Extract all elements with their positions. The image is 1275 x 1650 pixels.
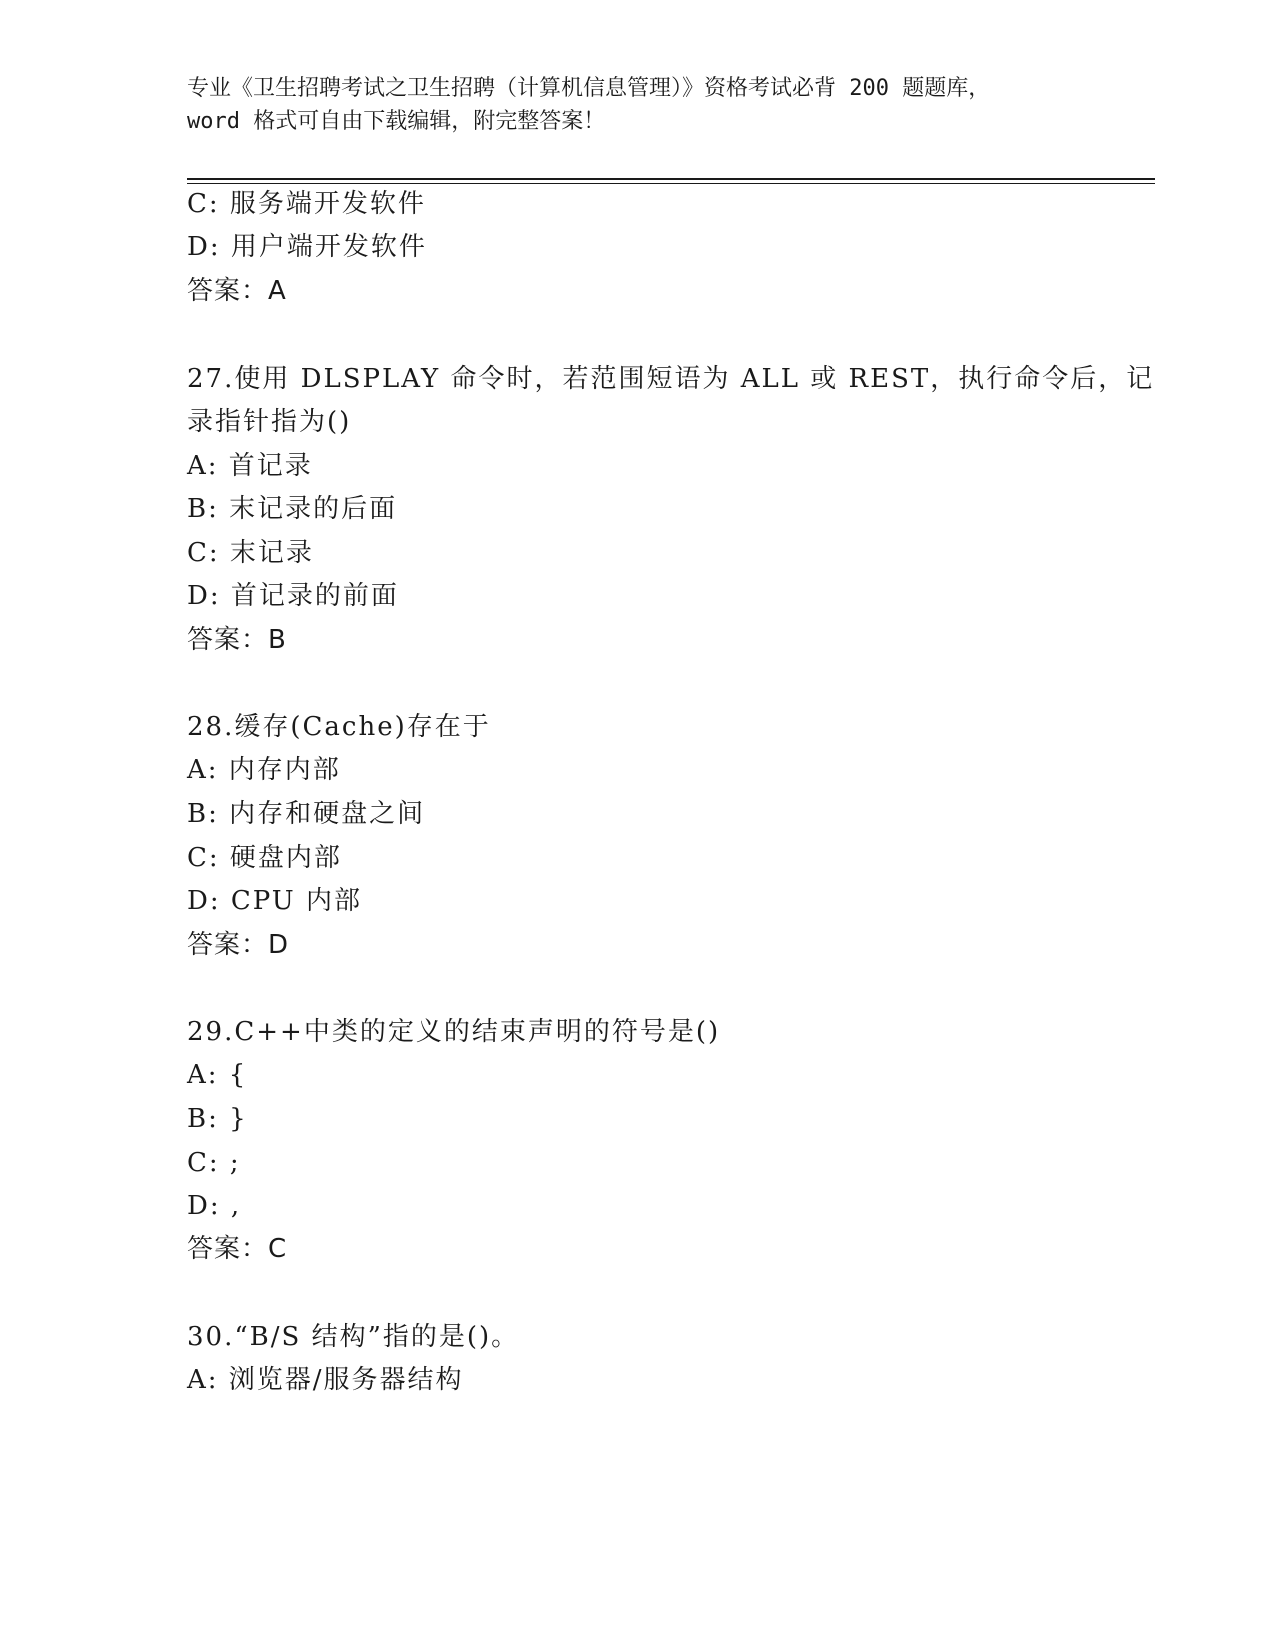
q29-option-d: D: , xyxy=(187,1191,242,1221)
q30-option-a: A: 浏览器/服务器结构 xyxy=(187,1365,464,1395)
q27-option-a: A: 首记录 xyxy=(187,451,313,481)
q28-answer: 答案：D xyxy=(187,930,290,960)
q28-stem: 28.缓存(Cache)存在于 xyxy=(187,712,491,742)
document-header xyxy=(187,72,1087,138)
q29-answer: 答案：C xyxy=(187,1234,288,1264)
q27-option-b: B: 末记录的后面 xyxy=(187,494,398,524)
prev-question-option-c: C: 服务端开发软件 xyxy=(187,189,426,219)
prev-question-option-d: D: 用户端开发软件 xyxy=(187,232,427,262)
q28-option-d: D: CPU 内部 xyxy=(187,886,362,916)
q28-option-c: C: 硬盘内部 xyxy=(187,843,342,873)
header-title-line-1: 专业《卫生招聘考试之卫生招聘（计算机信息管理）》资格考试必背 200 题题库， xyxy=(187,76,991,101)
q28-option-b: B: 内存和硬盘之间 xyxy=(187,799,426,829)
q27-option-c: C: 末记录 xyxy=(187,538,314,568)
header-title-line-2: word 格式可自由下载编辑，附完整答案！ xyxy=(187,109,606,134)
prev-question-answer: 答案：A xyxy=(187,276,287,306)
q27-stem-line-2: 录指针指为() xyxy=(187,407,352,437)
q29-stem: 29.C++中类的定义的结束声明的符号是() xyxy=(187,1017,721,1047)
q29-option-a: A: { xyxy=(187,1060,248,1090)
header-divider-thick xyxy=(187,178,1155,180)
q28-option-a: A: 内存内部 xyxy=(187,755,341,785)
header-divider-thin xyxy=(187,183,1155,184)
q27-option-d: D: 首记录的前面 xyxy=(187,581,399,611)
q30-stem: 30.“B/S 结构”指的是()。 xyxy=(187,1322,520,1352)
q29-option-b: B: } xyxy=(187,1104,248,1134)
q29-option-c: C: ; xyxy=(187,1148,241,1178)
q27-stem-line-1: 27.使用 DLSPLAY 命令时，若范围短语为 ALL 或 REST，执行命令后，记 xyxy=(187,364,1155,394)
q27-answer: 答案：B xyxy=(187,625,287,655)
